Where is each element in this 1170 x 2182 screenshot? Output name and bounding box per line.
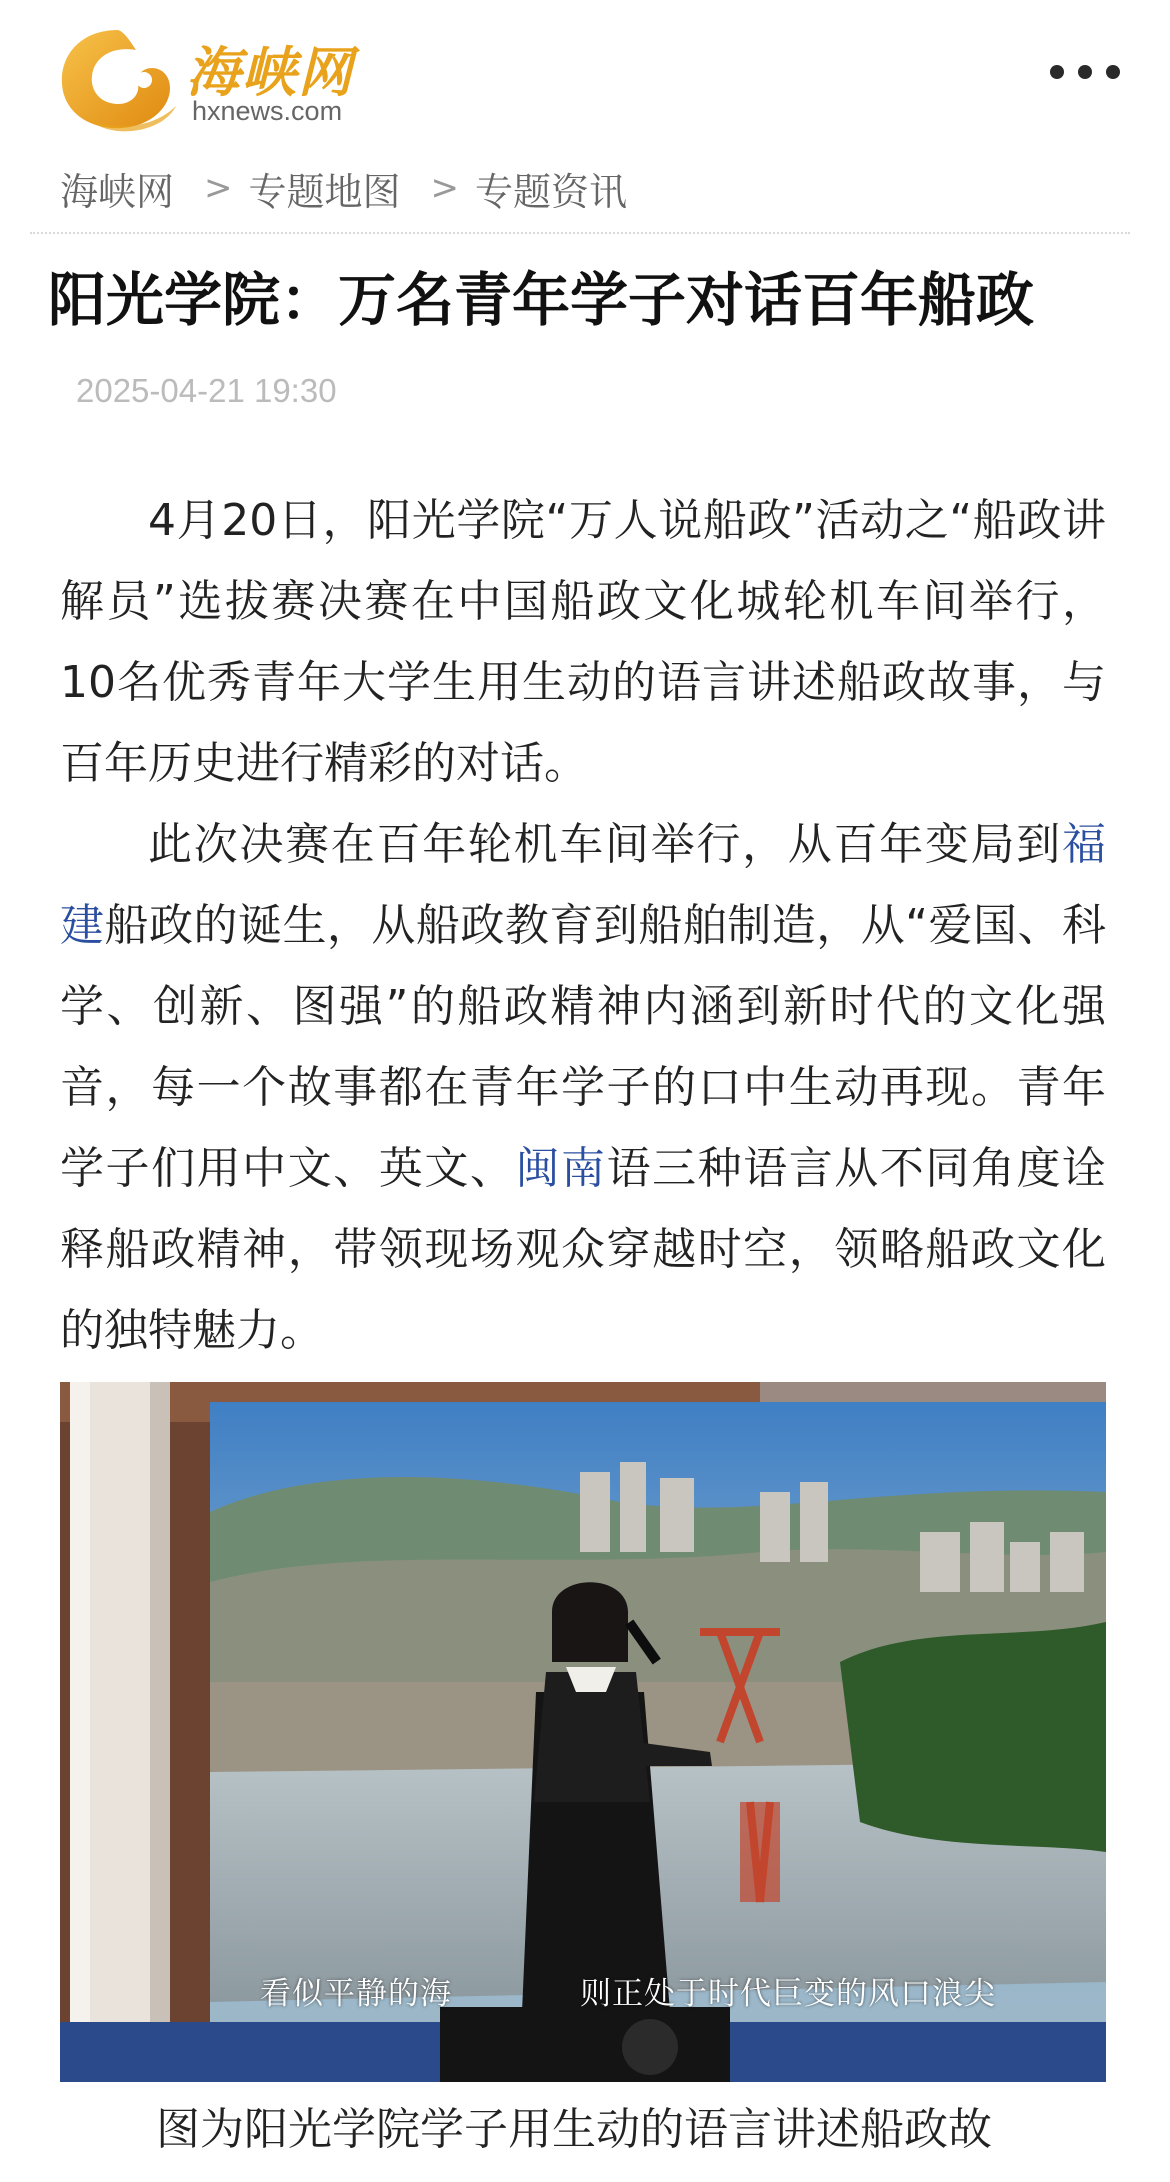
photo-on-screen-subtitle: 看似平静的海 则正处于时代巨变的风口浪尖 — [260, 1976, 996, 2012]
more-menu-button[interactable] — [1050, 52, 1120, 92]
keyword-link-fujian[interactable]: 福建 — [60, 819, 1106, 951]
breadcrumb-separator: > — [204, 168, 233, 208]
keyword-link-minnan[interactable]: 闽南 — [515, 1143, 607, 1194]
breadcrumb-topic-map[interactable]: 专题地图 — [248, 169, 401, 214]
article-date: 2025-04-21 19:30 — [76, 372, 337, 409]
photo-caption: 图为阳光学院学子用生动的语言讲述船政故 — [156, 2104, 992, 2155]
logo-domain: hxnews.com — [192, 96, 343, 126]
article-photo[interactable] — [60, 1382, 1106, 2082]
article-title: 阳光学院：万名青年学子对话百年船政 — [48, 266, 1035, 334]
more-dots-icon — [1050, 65, 1064, 79]
more-dot — [1106, 65, 1120, 79]
article-body — [60, 480, 1106, 1371]
paragraph-text: 语三种语言从不同角度诠释船政精神，带领现场观众穿越时空，领略船政文化的独特魅力。 — [60, 1143, 1107, 1356]
breadcrumb-separator: > — [430, 168, 460, 208]
more-dot — [1078, 65, 1092, 79]
site-logo[interactable] — [58, 22, 378, 134]
paragraph-text: 船政的诞生，从船政教育到船舶制造，从“爱国、科学、创新、图强”的船政精神内涵到新时代的文化强音，每一个故事都在青年学子的口中生动再现。青年学子们用中文、英文、 — [60, 900, 1107, 1194]
breadcrumb-topic-news[interactable]: 专题资讯 — [475, 169, 628, 214]
breadcrumb-home[interactable]: 海峡网 — [60, 169, 175, 214]
site-header — [0, 0, 1170, 150]
paragraph-text: 此次决赛在百年轮机车间举行，从百年变局到 — [148, 819, 1062, 870]
article-paragraph-1: 4月20日，阳光学院“万人说船政”活动之“船政讲解员”选拔赛决赛在中国船政文化城轮机车间举行，10名优秀青年大学生用生动的语言讲述船政故事，与百年历史进行精彩的对话。 — [60, 495, 1106, 789]
logo-text: 海峡网 — [186, 40, 354, 104]
article-paragraph-2 — [60, 804, 1106, 1371]
header-divider — [30, 232, 1130, 234]
breadcrumb — [60, 160, 627, 216]
